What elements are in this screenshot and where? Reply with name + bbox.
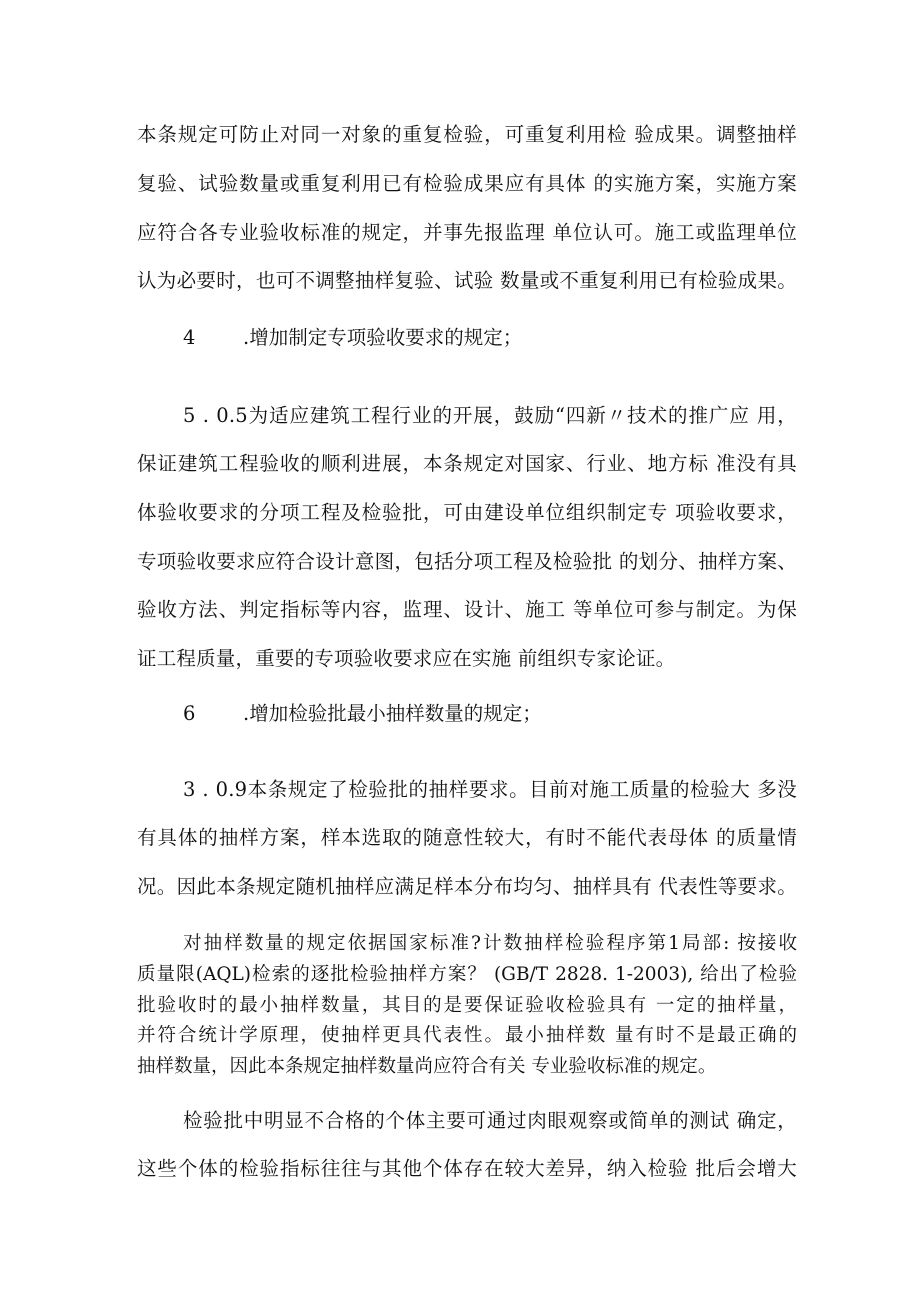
- item-text: .增加检验批最小抽样数量的规定；: [243, 702, 542, 725]
- paragraph-3-line-1: 3 . 0.9本条规定了检验批的抽样要求。目前对施工质量的检验大 多没: [183, 778, 797, 801]
- item-number: 6: [183, 702, 196, 725]
- paragraph-1-line-3: 应符合各专业验收标准的规定，并事先报监理 单位认可。施工或监理单位: [137, 221, 797, 244]
- paragraph-1-line-1: 本条规定可防止对同一对象的重复检验，可重复利用检 验成果。调整抽样: [137, 123, 797, 146]
- paragraph-2-line-4: 专项验收要求应符合设计意图，包括分项工程及检验批 的划分、抽样方案、: [137, 550, 797, 573]
- paragraph-5-line-1: 检验批中明显不合格的个体主要可通过肉眼观察或简单的测试 确定，: [183, 1109, 797, 1132]
- item-text: .增加制定专项验收要求的规定；: [243, 326, 523, 349]
- paragraph-4-line-1: 对抽样数量的规定依据国家标准?计数抽样检验程序第1局部: 按接收: [183, 933, 797, 954]
- item-number: 4: [183, 326, 196, 349]
- paragraph-2-line-2: 保证建筑工程验收的顺利进展，本条规定对国家、行业、地方标 准没有具: [137, 452, 797, 475]
- paragraph-3-line-3: 况。因此本条规定随机抽样应满足样本分布均匀、抽样具有 代表性等要求。: [137, 875, 797, 898]
- item-heading-4: [183, 325, 522, 351]
- paragraph-2-line-3: 体验收要求的分项工程及检验批，可由建设单位组织制定专 项验收要求，: [137, 501, 797, 524]
- item-heading-6: [183, 701, 542, 727]
- paragraph-4-line-2: 质量限(AQL)检索的逐批检验抽样方案？ (GB/T 2828. 1-2003), 给出了检验: [137, 964, 797, 985]
- paragraph-2-line-6: 证工程质量，重要的专项验收要求应在实施 前组织专家论证。: [137, 647, 676, 670]
- paragraph-5-line-2: 这些个体的检验指标往往与其他个体存在较大差异，纳入检验 批后会增大: [137, 1157, 797, 1180]
- paragraph-2-line-1: 5 . 0.5为适应建筑工程行业的开展，鼓励“四新〃技术的推广应 用，: [183, 404, 797, 427]
- paragraph-1-line-2: 复验、试验数量或重复利用已有检验成果应有具体 的实施方案，实施方案: [137, 172, 797, 195]
- paragraph-4-line-5: 抽样数量，因此本条规定抽样数量尚应符合有关 专业验收标准的规定。: [137, 1056, 717, 1077]
- paragraph-4-line-3: 批验收时的最小抽样数量，其目的是要保证验收检验具有 一定的抽样量，: [137, 995, 797, 1016]
- paragraph-3-line-2: 有具体的抽样方案，样本选取的随意性较大，有时不能代表母体 的质量情: [137, 826, 797, 849]
- paragraph-1-line-4: 认为必要时，也可不调整抽样复验、试验 数量或不重复利用已有检验成果。: [137, 269, 797, 292]
- paragraph-2-line-5: 验收方法、判定指标等内容，监理、设计、施工 等单位可参与制定。为保: [137, 598, 797, 621]
- paragraph-4-line-4: 并符合统计学原理，使抽样更具代表性。最小抽样数 量有时不是最正确的: [137, 1025, 797, 1046]
